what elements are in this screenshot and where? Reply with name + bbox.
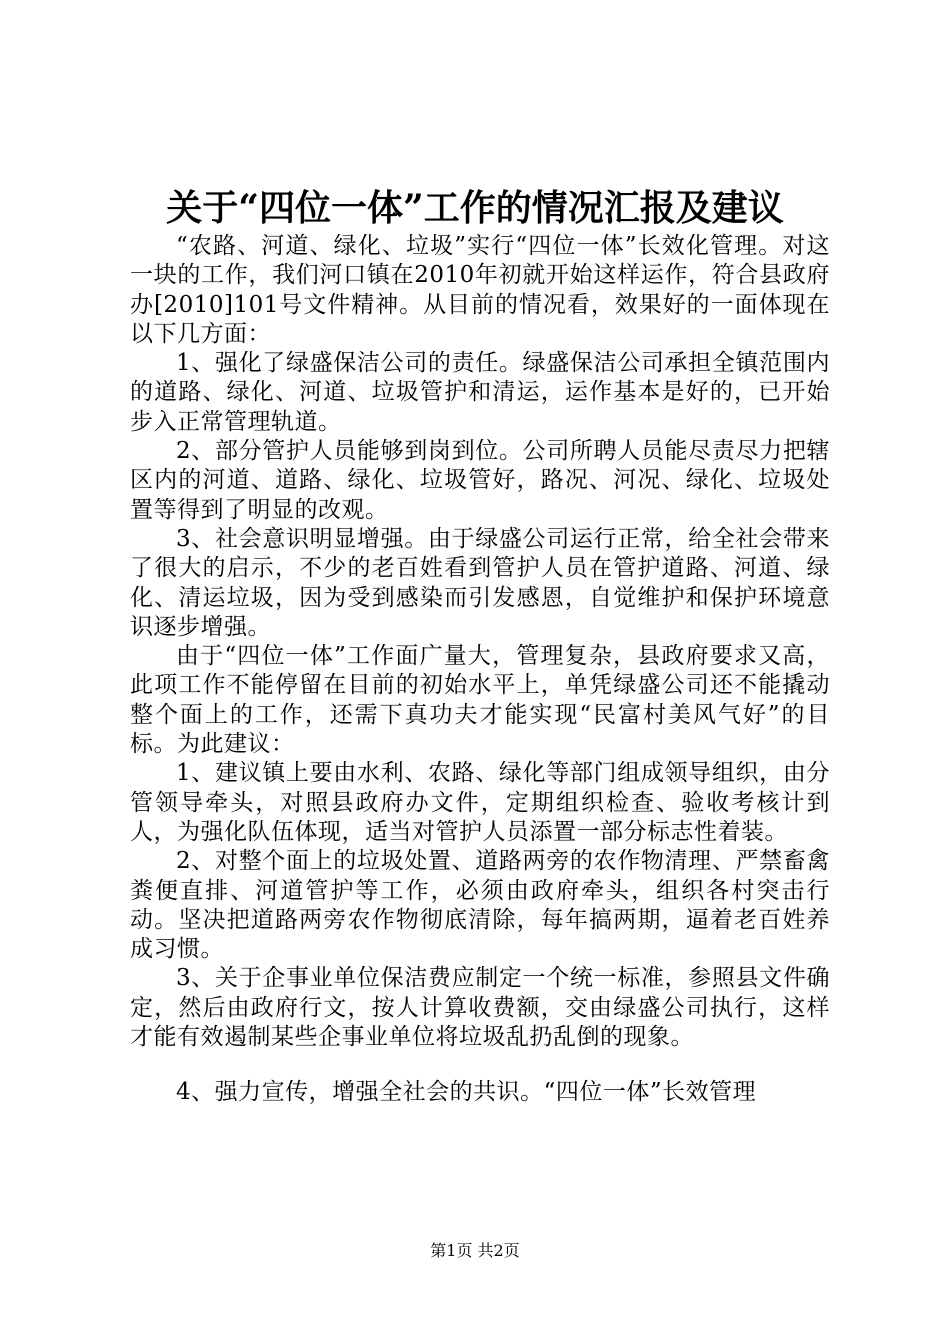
document-title: 关于“四位一体”工作的情况汇报及建议 [166, 187, 784, 229]
page-footer: 第1页 共2页 [430, 1241, 520, 1260]
paragraph-suggestion-1: 1、建议镇上要由水利、农路、绿化等部门组成领导组织，由分管领导牵头，对照县政府办文件，定期组织检查、验收考核计到人，为强化队伍体现，适当对管护人员添置一部分标志性着装。 [130, 760, 830, 845]
paragraph-point-1: 1、强化了绿盛保洁公司的责任。绿盛保洁公司承担全镇范围内的道路、绿化、河道、垃圾管护和清运，运作基本是好的，已开始步入正常管理轨道。 [130, 350, 830, 435]
paragraph-suggestion-3: 3、关于企事业单位保洁费应制定一个统一标准，参照县文件确定，然后由政府行文，按人计算收费额，交由绿盛公司执行，这样才能有效遏制某些企事业单位将垃圾乱扔乱倒的现象。 [130, 965, 830, 1051]
paragraph-point-2: 2、部分管护人员能够到岗到位。公司所聘人员能尽责尽力把辖区内的河道、道路、绿化、垃圾管好，路况、河况、绿化、垃圾处置等得到了明显的改观。 [130, 438, 830, 523]
paragraph-transition: 由于“四位一体”工作面广量大，管理复杂，县政府要求又高，此项工作不能停留在目前的初始水平上，单凭绿盛公司还不能撬动整个面上的工作，还需下真功夫才能实现“民富村美风气好”的目标。为此建议： [130, 643, 830, 758]
paragraph-point-3: 3、社会意识明显增强。由于绿盛公司运行正常，给全社会带来了很大的启示，不少的老百姓看到管护人员在管护道路、河道、绿化、清运垃圾，因为受到感染而引发感恩，自觉维护和保护环境意识逐步增强。 [130, 525, 830, 640]
paragraph-suggestion-2: 2、对整个面上的垃圾处置、道路两旁的农作物清理、严禁畜禽粪便直排、河道管护等工作，必须由政府牵头，组织各村突击行动。坚决把道路两旁农作物彻底清除，每年搞两期，逼着老百姓养成习惯。 [130, 848, 830, 963]
paragraph-intro: “农路、河道、绿化、垃圾”实行“四位一体”长效化管理。对这一块的工作，我们河口镇在2010年初就开始这样运作，符合县政府办[2010]101号文件精神。从目前的情况看，效果好的一面体现在以下几方面： [130, 233, 830, 347]
document-body [130, 232, 830, 1108]
paragraph-suggestion-4: 4、强力宣传，增强全社会的共识。“四位一体”长效管理 [176, 1079, 757, 1106]
